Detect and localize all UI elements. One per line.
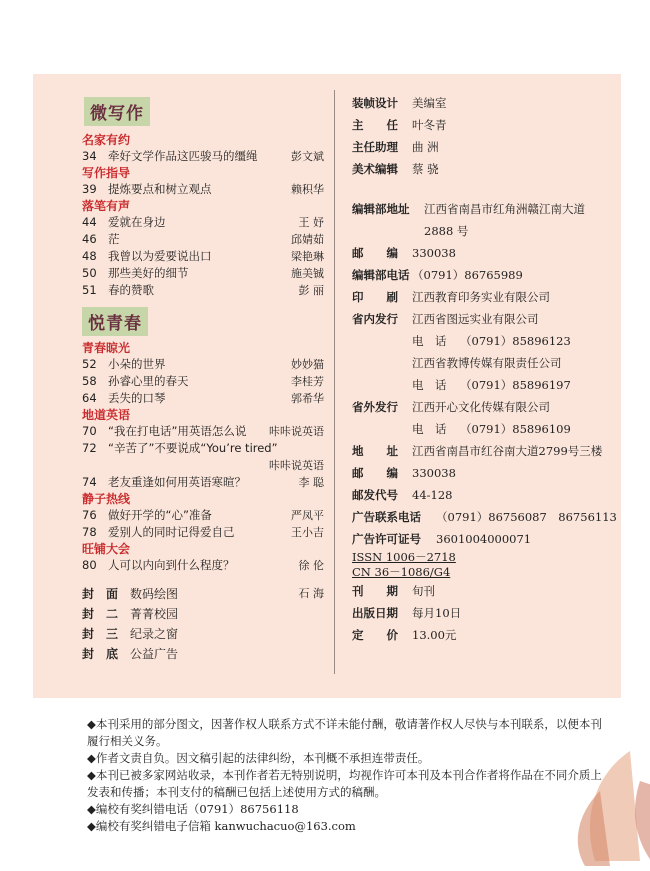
toc-entry[interactable] bbox=[82, 214, 324, 231]
author: 徐 伦 bbox=[298, 559, 324, 572]
footer-notes bbox=[87, 716, 607, 835]
page-number: 50 bbox=[82, 266, 97, 280]
section-title: 微写作 bbox=[84, 97, 150, 126]
article-title: 做好开学的“心”准备 bbox=[108, 508, 212, 522]
article-title: 小朵的世界 bbox=[108, 357, 166, 371]
phone-label: 电 话 bbox=[412, 422, 447, 436]
cover-value: 菁菁校园 bbox=[130, 607, 179, 621]
info-value: 江西省图远实业有限公司 bbox=[412, 312, 539, 326]
toc-entry[interactable] bbox=[82, 423, 324, 440]
info-label: 邮 编 bbox=[352, 246, 398, 260]
contents-list bbox=[82, 97, 324, 664]
author: 梁艳琳 bbox=[291, 250, 324, 263]
article-title: 茫 bbox=[108, 232, 120, 246]
author: 严凤平 bbox=[291, 509, 324, 522]
author: 李桂芳 bbox=[291, 375, 324, 388]
toc-entry[interactable] bbox=[82, 524, 324, 541]
article-title: 人可以内向到什么程度？ bbox=[108, 558, 235, 572]
article-title: “我在打电话”用英语怎么说 bbox=[108, 424, 247, 438]
info-label: 邮发代号 bbox=[352, 488, 398, 502]
info-value: 44-128 bbox=[412, 488, 453, 502]
info-label: 地 址 bbox=[352, 444, 398, 458]
info-value: 3601004000071 bbox=[436, 532, 532, 546]
info-label: 邮 编 bbox=[352, 466, 398, 480]
article-title: 那些美好的细节 bbox=[108, 266, 189, 280]
cover-label: 封 三 bbox=[82, 627, 119, 641]
note: ◆本刊采用的部分图文，因著作权人联系方式不详未能付酬，敬请著作权人尽快与本刊联系，以便本刊履行相关义务。 bbox=[87, 717, 602, 748]
toc-entry[interactable] bbox=[82, 265, 324, 282]
toc-entry[interactable] bbox=[82, 248, 324, 265]
info-value: 江西教育印务实业有限公司 bbox=[412, 290, 550, 304]
article-title: 爱就在身边 bbox=[108, 215, 166, 229]
note: ◆本刊已被多家网站收录，本刊作者若无特别说明，均视作许可本刊及本刊合作者将作品在不同介质上发表和传播；本刊支付的稿酬已包括上述使用方式的稿酬。 bbox=[87, 768, 602, 799]
article-title: 牵好文学作品这匹骏马的缰绳 bbox=[108, 149, 258, 163]
info-label: 主 任 bbox=[352, 118, 398, 132]
author: 彭 丽 bbox=[298, 284, 324, 297]
cover-entry bbox=[82, 624, 324, 644]
author: 邱婧茹 bbox=[291, 233, 324, 246]
page-number: 78 bbox=[82, 525, 97, 539]
page-number: 51 bbox=[82, 283, 97, 297]
cover-value: 数码绘图 bbox=[130, 587, 179, 601]
category-label: 落笔有声 bbox=[82, 199, 131, 213]
category-label: 静子热线 bbox=[82, 492, 131, 506]
page-number: 39 bbox=[82, 182, 97, 196]
cover-value: 公益广告 bbox=[130, 647, 179, 661]
author: 咔咔说英语 bbox=[269, 459, 324, 472]
cover-entry bbox=[82, 644, 324, 664]
cover-label: 封 底 bbox=[82, 647, 119, 661]
info-value: 江西省南昌市红角洲赣江南大道 bbox=[424, 202, 585, 216]
toc-entry[interactable] bbox=[82, 474, 324, 491]
author: 王小吉 bbox=[291, 526, 324, 539]
article-title: 丢失的口琴 bbox=[108, 391, 166, 405]
author: 赖积华 bbox=[291, 183, 324, 196]
page-number: 48 bbox=[82, 249, 97, 263]
masthead-info bbox=[352, 92, 617, 646]
toc-entry[interactable] bbox=[82, 373, 324, 390]
info-value: 330038 bbox=[412, 466, 456, 480]
article-title: “辛苦了”不要说成“You’re tired” bbox=[108, 441, 278, 455]
article-title: 爱别人的同时记得爱自己 bbox=[108, 525, 235, 539]
info-label: 广告联系电话 bbox=[352, 510, 421, 524]
info-value: 江西省教博传媒有限责任公司 bbox=[412, 356, 562, 370]
page-number: 44 bbox=[82, 215, 97, 229]
note: ◆编校有奖纠错电话（0791）86756118 bbox=[87, 802, 299, 816]
author: 妙妙猫 bbox=[291, 358, 324, 371]
article-title: 老友重逢如何用英语寒暄？ bbox=[108, 475, 246, 489]
page-number: 52 bbox=[82, 357, 97, 371]
cover-label: 封 二 bbox=[82, 607, 119, 621]
article-title: 我曾以为爱要说出口 bbox=[108, 249, 212, 263]
article-title: 春的赞歌 bbox=[108, 283, 154, 297]
info-value: （0791）85896123 bbox=[460, 334, 571, 348]
info-value: 13.00元 bbox=[412, 628, 457, 642]
toc-entry[interactable] bbox=[82, 148, 324, 165]
info-label: 印 刷 bbox=[352, 290, 398, 304]
info-label: 出版日期 bbox=[352, 606, 398, 620]
info-value: 2888 号 bbox=[424, 224, 469, 238]
info-label: 美术编辑 bbox=[352, 162, 398, 176]
author: 王 妤 bbox=[298, 216, 324, 229]
column-divider bbox=[334, 90, 335, 674]
info-value: （0791）85896197 bbox=[460, 378, 571, 392]
issn: ISSN 1006－2718 bbox=[352, 550, 456, 564]
article-title: 孙睿心里的春天 bbox=[108, 374, 189, 388]
article-title: 提炼要点和树立观点 bbox=[108, 182, 212, 196]
info-label: 省外发行 bbox=[352, 400, 398, 414]
info-label: 编辑部电话 bbox=[352, 268, 410, 282]
note: ◆作者文责自负。因文稿引起的法律纠纷，本刊概不承担连带责任。 bbox=[87, 751, 430, 765]
cn-number: CN 36－1086/G4 bbox=[352, 565, 451, 579]
info-value: （0791）86765989 bbox=[412, 268, 523, 282]
info-value: （0791）85896109 bbox=[460, 422, 571, 436]
info-label: 定 价 bbox=[352, 628, 398, 642]
toc-entry[interactable] bbox=[82, 181, 324, 198]
cover-value: 纪录之窗 bbox=[130, 627, 179, 641]
page-number: 72 bbox=[82, 441, 97, 455]
category-label: 写作指导 bbox=[82, 166, 131, 180]
info-value: 蔡 骁 bbox=[412, 162, 439, 176]
page-number: 70 bbox=[82, 424, 97, 438]
note: ◆编校有奖纠错电子信箱 kanwuchacuo@163.com bbox=[87, 819, 356, 833]
info-label: 省内发行 bbox=[352, 312, 398, 326]
page-number: 64 bbox=[82, 391, 97, 405]
phone-label: 电 话 bbox=[412, 378, 447, 392]
info-value: 每月10日 bbox=[412, 606, 462, 620]
info-label: 广告许可证号 bbox=[352, 532, 421, 546]
info-label: 编辑部地址 bbox=[352, 202, 410, 216]
page-number: 76 bbox=[82, 508, 97, 522]
phone-label: 电 话 bbox=[412, 334, 447, 348]
decorative-leaves-icon bbox=[540, 731, 650, 871]
author: 李 聪 bbox=[298, 476, 324, 489]
info-value: 江西省南昌市红谷南大道2799号三楼 bbox=[412, 444, 603, 458]
author: 咔咔说英语 bbox=[269, 425, 324, 438]
toc-entry[interactable] bbox=[82, 231, 324, 248]
author: 郭希华 bbox=[291, 392, 324, 405]
info-value: 330038 bbox=[412, 246, 456, 260]
author: 彭文斌 bbox=[291, 150, 324, 163]
page-number: 74 bbox=[82, 475, 97, 489]
toc-entry[interactable] bbox=[82, 507, 324, 524]
category-label: 青春晾光 bbox=[82, 341, 131, 355]
category-label: 地道英语 bbox=[82, 408, 131, 422]
info-value: 美编室 bbox=[412, 96, 447, 110]
cover-entry bbox=[82, 604, 324, 624]
category-label: 旺铺大会 bbox=[82, 542, 131, 556]
info-label: 装帧设计 bbox=[352, 96, 398, 110]
cover-label: 封 面 bbox=[82, 587, 119, 601]
page-number: 58 bbox=[82, 374, 97, 388]
author: 施美铖 bbox=[291, 267, 324, 280]
toc-entry[interactable] bbox=[82, 356, 324, 373]
info-value: 叶冬青 bbox=[412, 118, 447, 132]
page-number: 46 bbox=[82, 232, 97, 246]
toc-entry[interactable] bbox=[82, 440, 324, 474]
toc-entry[interactable] bbox=[82, 390, 324, 407]
info-label: 主任助理 bbox=[352, 140, 398, 154]
page-number: 34 bbox=[82, 149, 97, 163]
info-value: 旬刊 bbox=[412, 584, 435, 598]
section-title: 悦青春 bbox=[82, 307, 148, 336]
info-label: 刊 期 bbox=[352, 584, 398, 598]
category-label: 名家有约 bbox=[82, 133, 131, 147]
info-value: （0791）86756087 86756113 bbox=[436, 510, 617, 524]
toc-entry[interactable] bbox=[82, 557, 324, 574]
toc-entry[interactable] bbox=[82, 282, 324, 299]
info-value: 曲 洲 bbox=[412, 140, 439, 154]
author: 石 海 bbox=[298, 587, 324, 600]
info-value: 江西开心文化传媒有限公司 bbox=[412, 400, 550, 414]
page-number: 80 bbox=[82, 558, 97, 572]
cover-entry bbox=[82, 584, 324, 604]
